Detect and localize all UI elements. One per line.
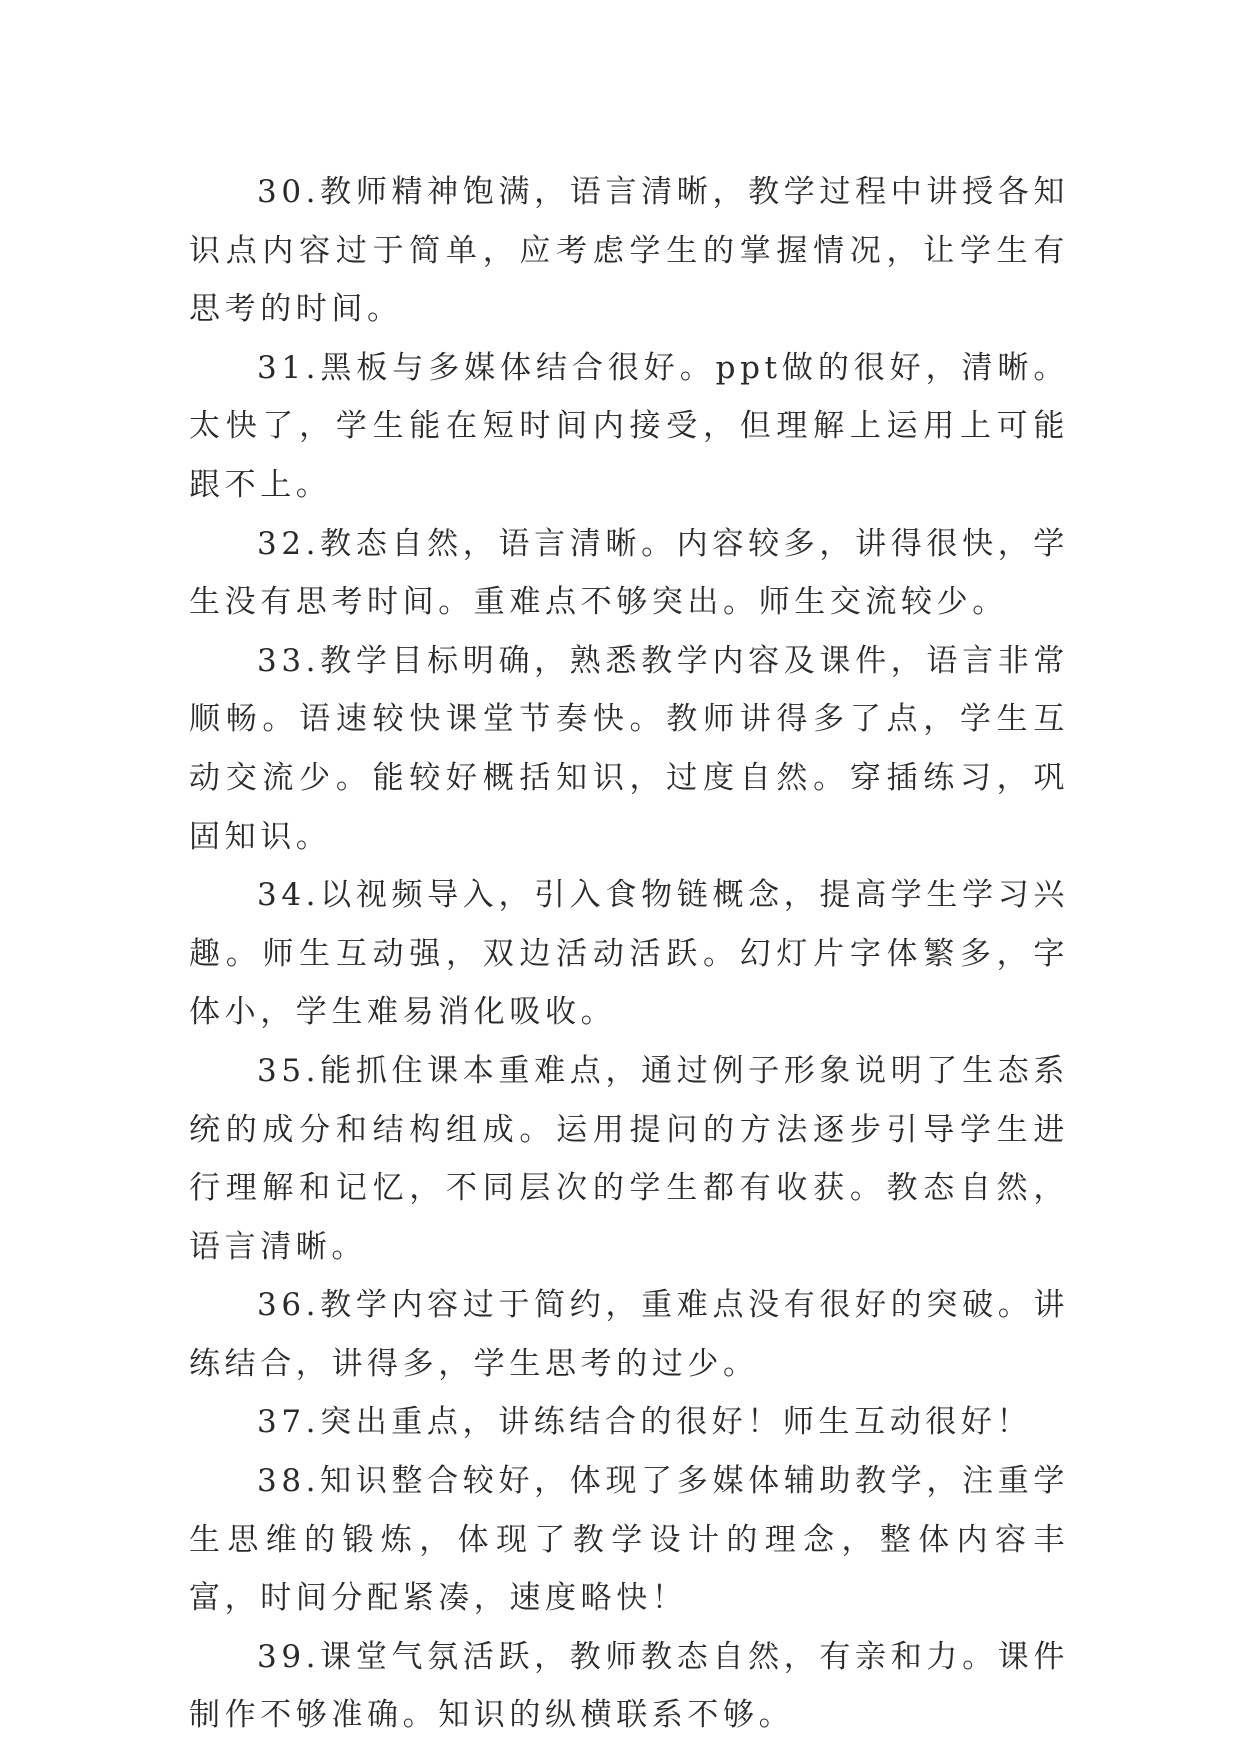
paragraph-36: 36.教学内容过于简约，重难点没有很好的突破。讲练结合，讲得多，学生思考的过少。: [189, 1287, 1069, 1382]
paragraph-31: 31.黑板与多媒体结合很好。ppt做的很好，清晰。太快了，学生能在短时间内接受，但理解上运用上可能跟不上。: [189, 349, 1069, 503]
paragraph-35: 35.能抓住课本重难点，通过例子形象说明了生态系统的成分和结构组成。运用提问的方法逐步引导学生进行理解和记忆，不同层次的学生都有收获。教态自然，语言清晰。: [189, 1052, 1069, 1265]
paragraph-33: 33.教学目标明确，熟悉教学内容及课件，语言非常顺畅。语速较快课堂节奏快。教师讲得多了点，学生互动交流少。能较好概括知识，过度自然。穿插练习，巩固知识。: [189, 642, 1069, 855]
paragraph-37: 37.突出重点，讲练结合的很好！师生互动很好！: [257, 1404, 1033, 1441]
paragraph-30: 30.教师精神饱满，语言清晰，教学过程中讲授各知识点内容过于简单，应考虑学生的掌握情况，让学生有思考的时间。: [189, 174, 1069, 328]
document-body: [189, 163, 1069, 1745]
paragraph-34: 34.以视频导入，引入食物链概念，提高学生学习兴趣。师生互动强，双边活动活跃。幻灯片字体繁多，字体小，学生难易消化吸收。: [189, 877, 1069, 1031]
paragraph-32: 32.教态自然，语言清晰。内容较多，讲得很快，学生没有思考时间。重难点不够突出。师生交流较少。: [189, 525, 1069, 621]
paragraph-38: 38.知识整合较好，体现了多媒体辅助教学，注重学生思维的锻炼，体现了教学设计的理念，整体内容丰富，时间分配紧凑，速度略快！: [189, 1463, 1069, 1617]
paragraph-39: 39.课堂气氛活跃，教师教态自然，有亲和力。课件制作不够准确。知识的纵横联系不够。: [189, 1638, 1069, 1734]
